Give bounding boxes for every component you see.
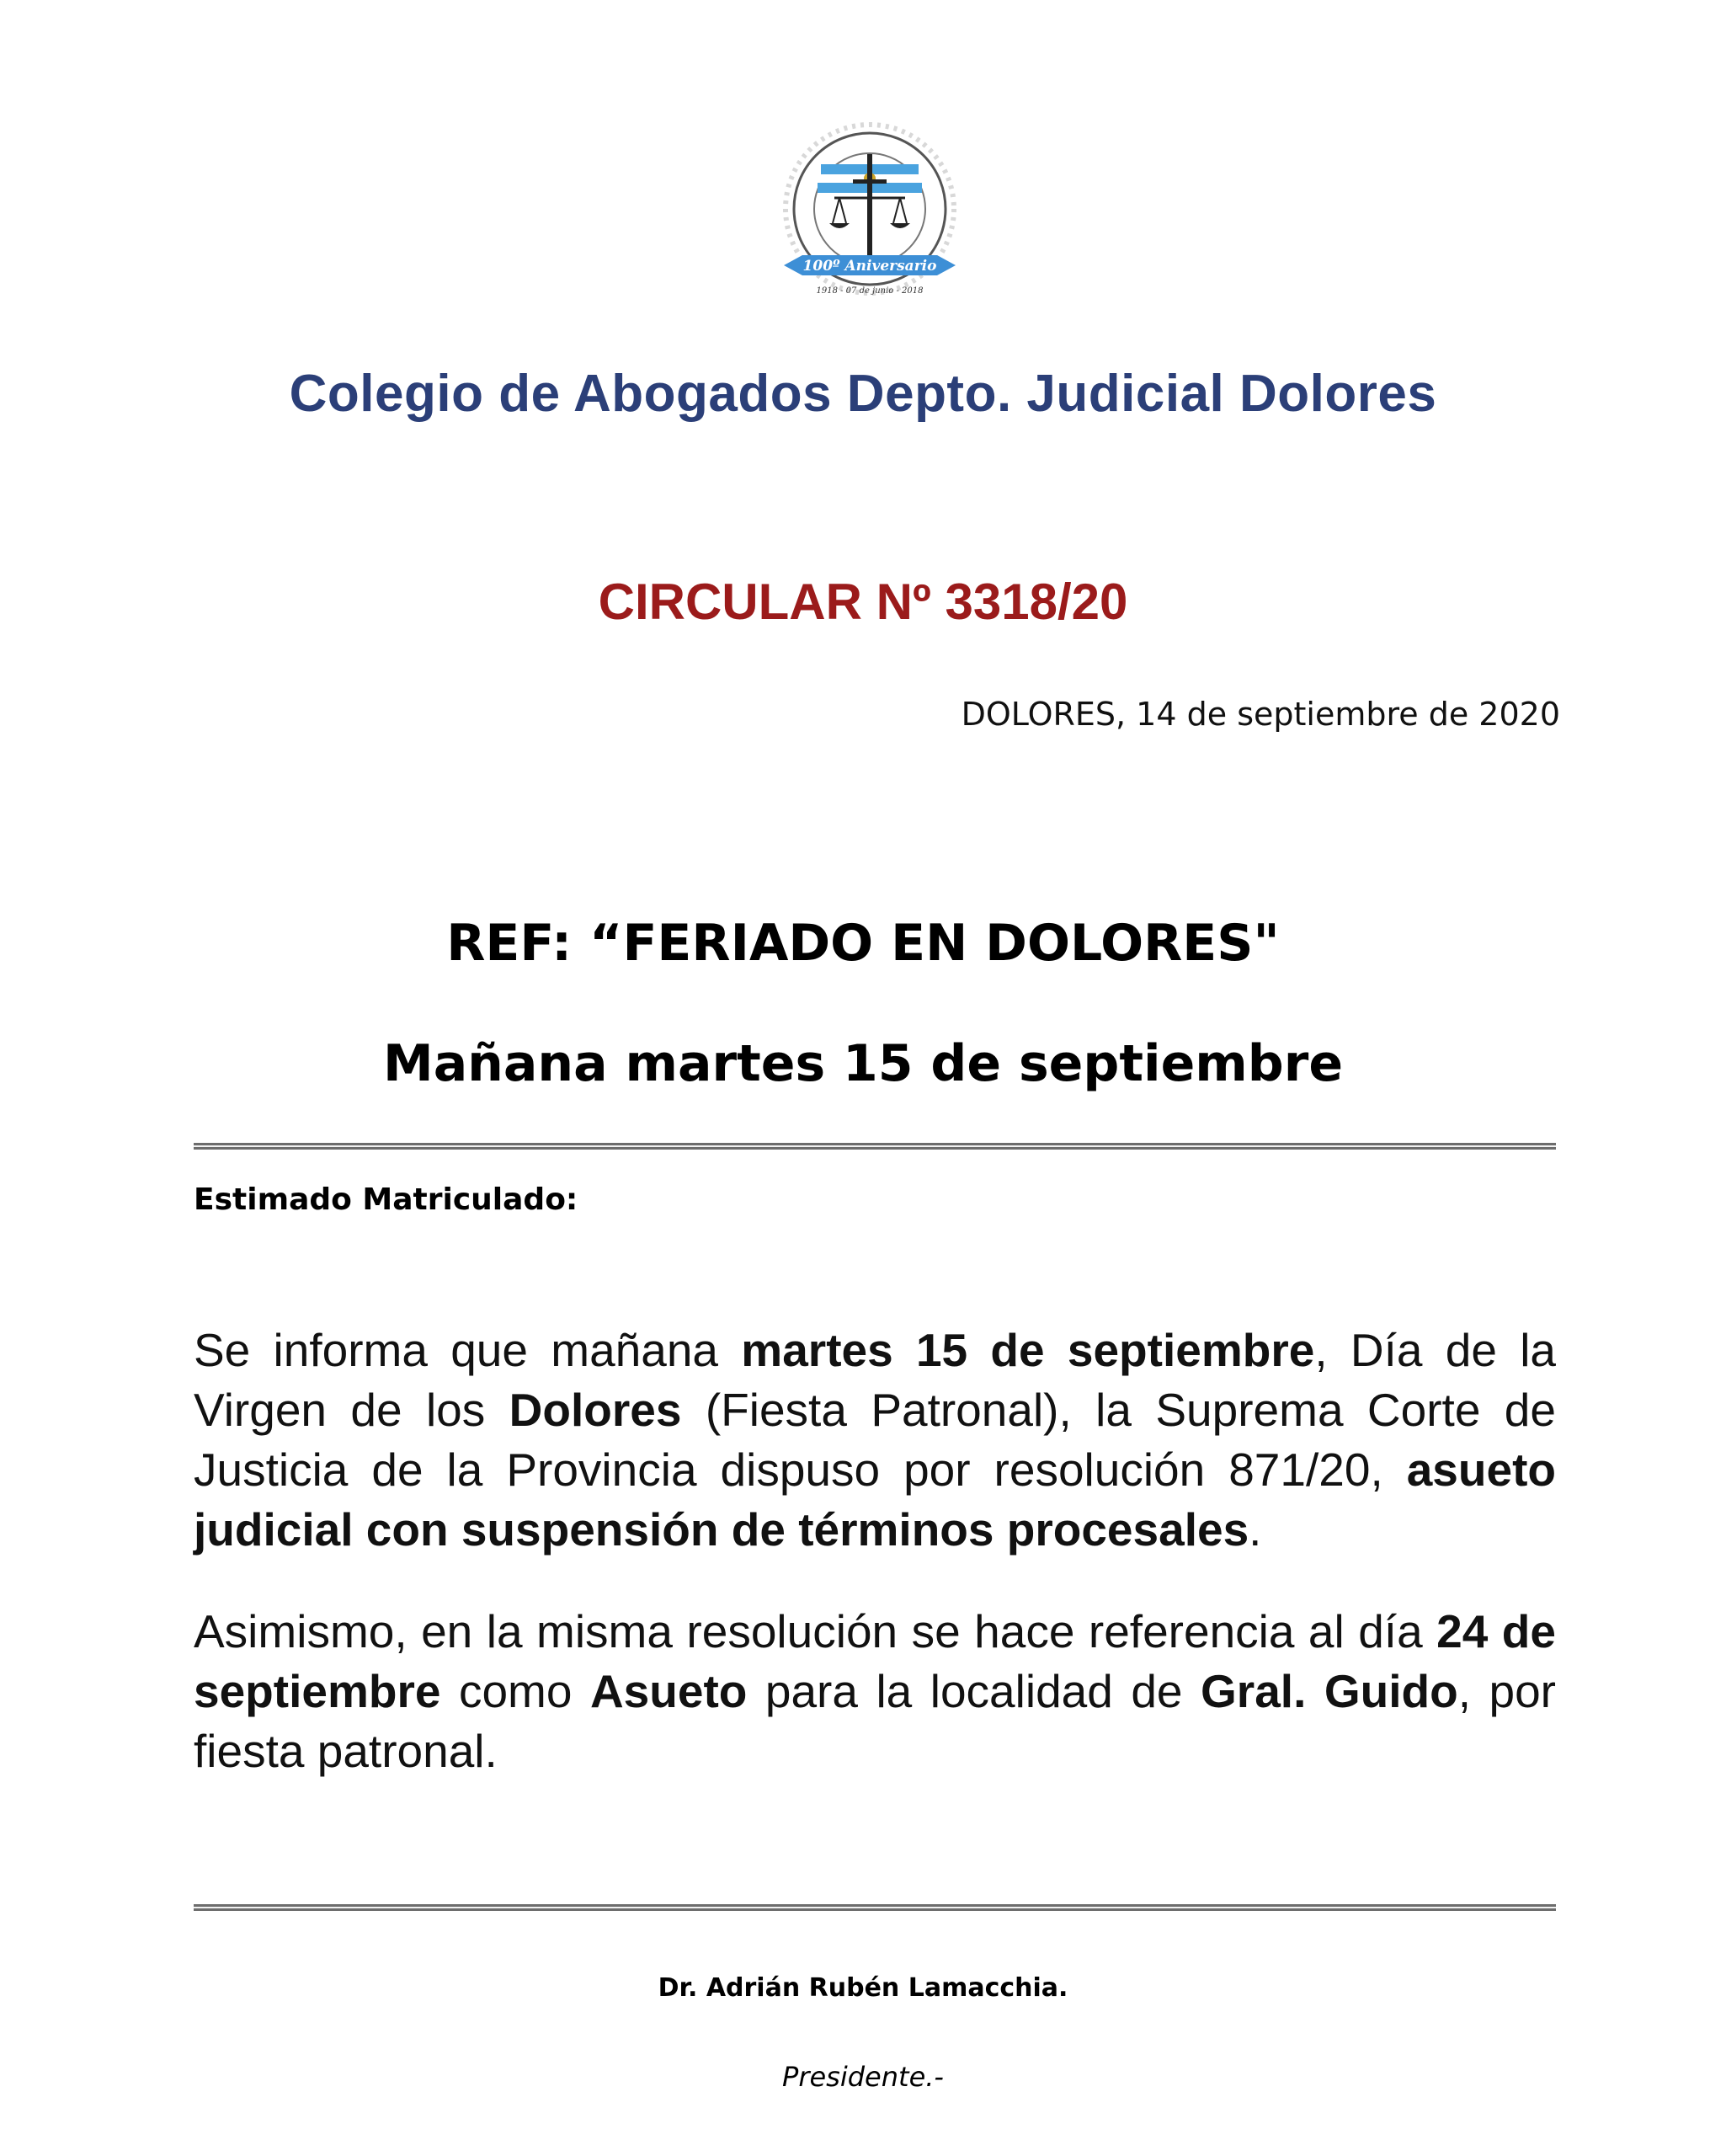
text-run: . — [1249, 1503, 1262, 1556]
signatory-name: Dr. Adrián Rubén Lamacchia. — [658, 1973, 1068, 2003]
text-run: Asimismo, en la misma resolución se hace referencia al día — [194, 1605, 1437, 1657]
text-run: (Fiesta Patronal), la Suprema Corte de Justicia de la Provincia dispuso por resolución 871/20, — [194, 1384, 1556, 1496]
text-run: , Día de la Virgen de los — [194, 1324, 1557, 1436]
circular-number: CIRCULAR Nº 3318/20 — [598, 574, 1128, 630]
bold-text-run: 24 de septiembre — [194, 1605, 1556, 1717]
bold-text-run: martes 15 de septiembre — [741, 1324, 1315, 1376]
divider-top — [194, 1143, 1556, 1150]
text-run: Se informa que mañana — [194, 1324, 742, 1376]
bold-text-run: Gral. Guido — [1201, 1665, 1458, 1717]
body-paragraph-1 — [194, 1321, 1556, 1560]
text-run: como — [440, 1665, 590, 1717]
reference-line: REF: “FERIADO EN DOLORES" — [446, 914, 1280, 973]
bold-text-run: Asueto — [589, 1665, 748, 1717]
org-title: Colegio de Abogados Depto. Judicial Dolores — [289, 365, 1437, 423]
bold-text-run: asueto judicial con suspensión de términos procesales — [194, 1444, 1556, 1556]
text-run: , por fiesta patronal. — [194, 1665, 1556, 1777]
seal-ribbon-text: 100º Aniversario — [802, 258, 937, 275]
reference-subtitle: Mañana martes 15 de septiembre — [382, 1034, 1344, 1093]
date-line: DOLORES, 14 de septiembre de 2020 — [961, 696, 1560, 733]
signatory-role: Presidente.- — [782, 2061, 944, 2093]
text-run: para la localidad de — [747, 1665, 1201, 1717]
greeting: Estimado Matriculado: — [194, 1182, 578, 1217]
seal-dates-text: 1918 - 07 de junio - 2018 — [816, 286, 924, 296]
colegio-seal-logo — [769, 120, 971, 323]
bold-text-run: Dolores — [509, 1384, 682, 1436]
body-paragraph-2 — [194, 1602, 1556, 1781]
divider-bottom — [194, 1904, 1556, 1911]
